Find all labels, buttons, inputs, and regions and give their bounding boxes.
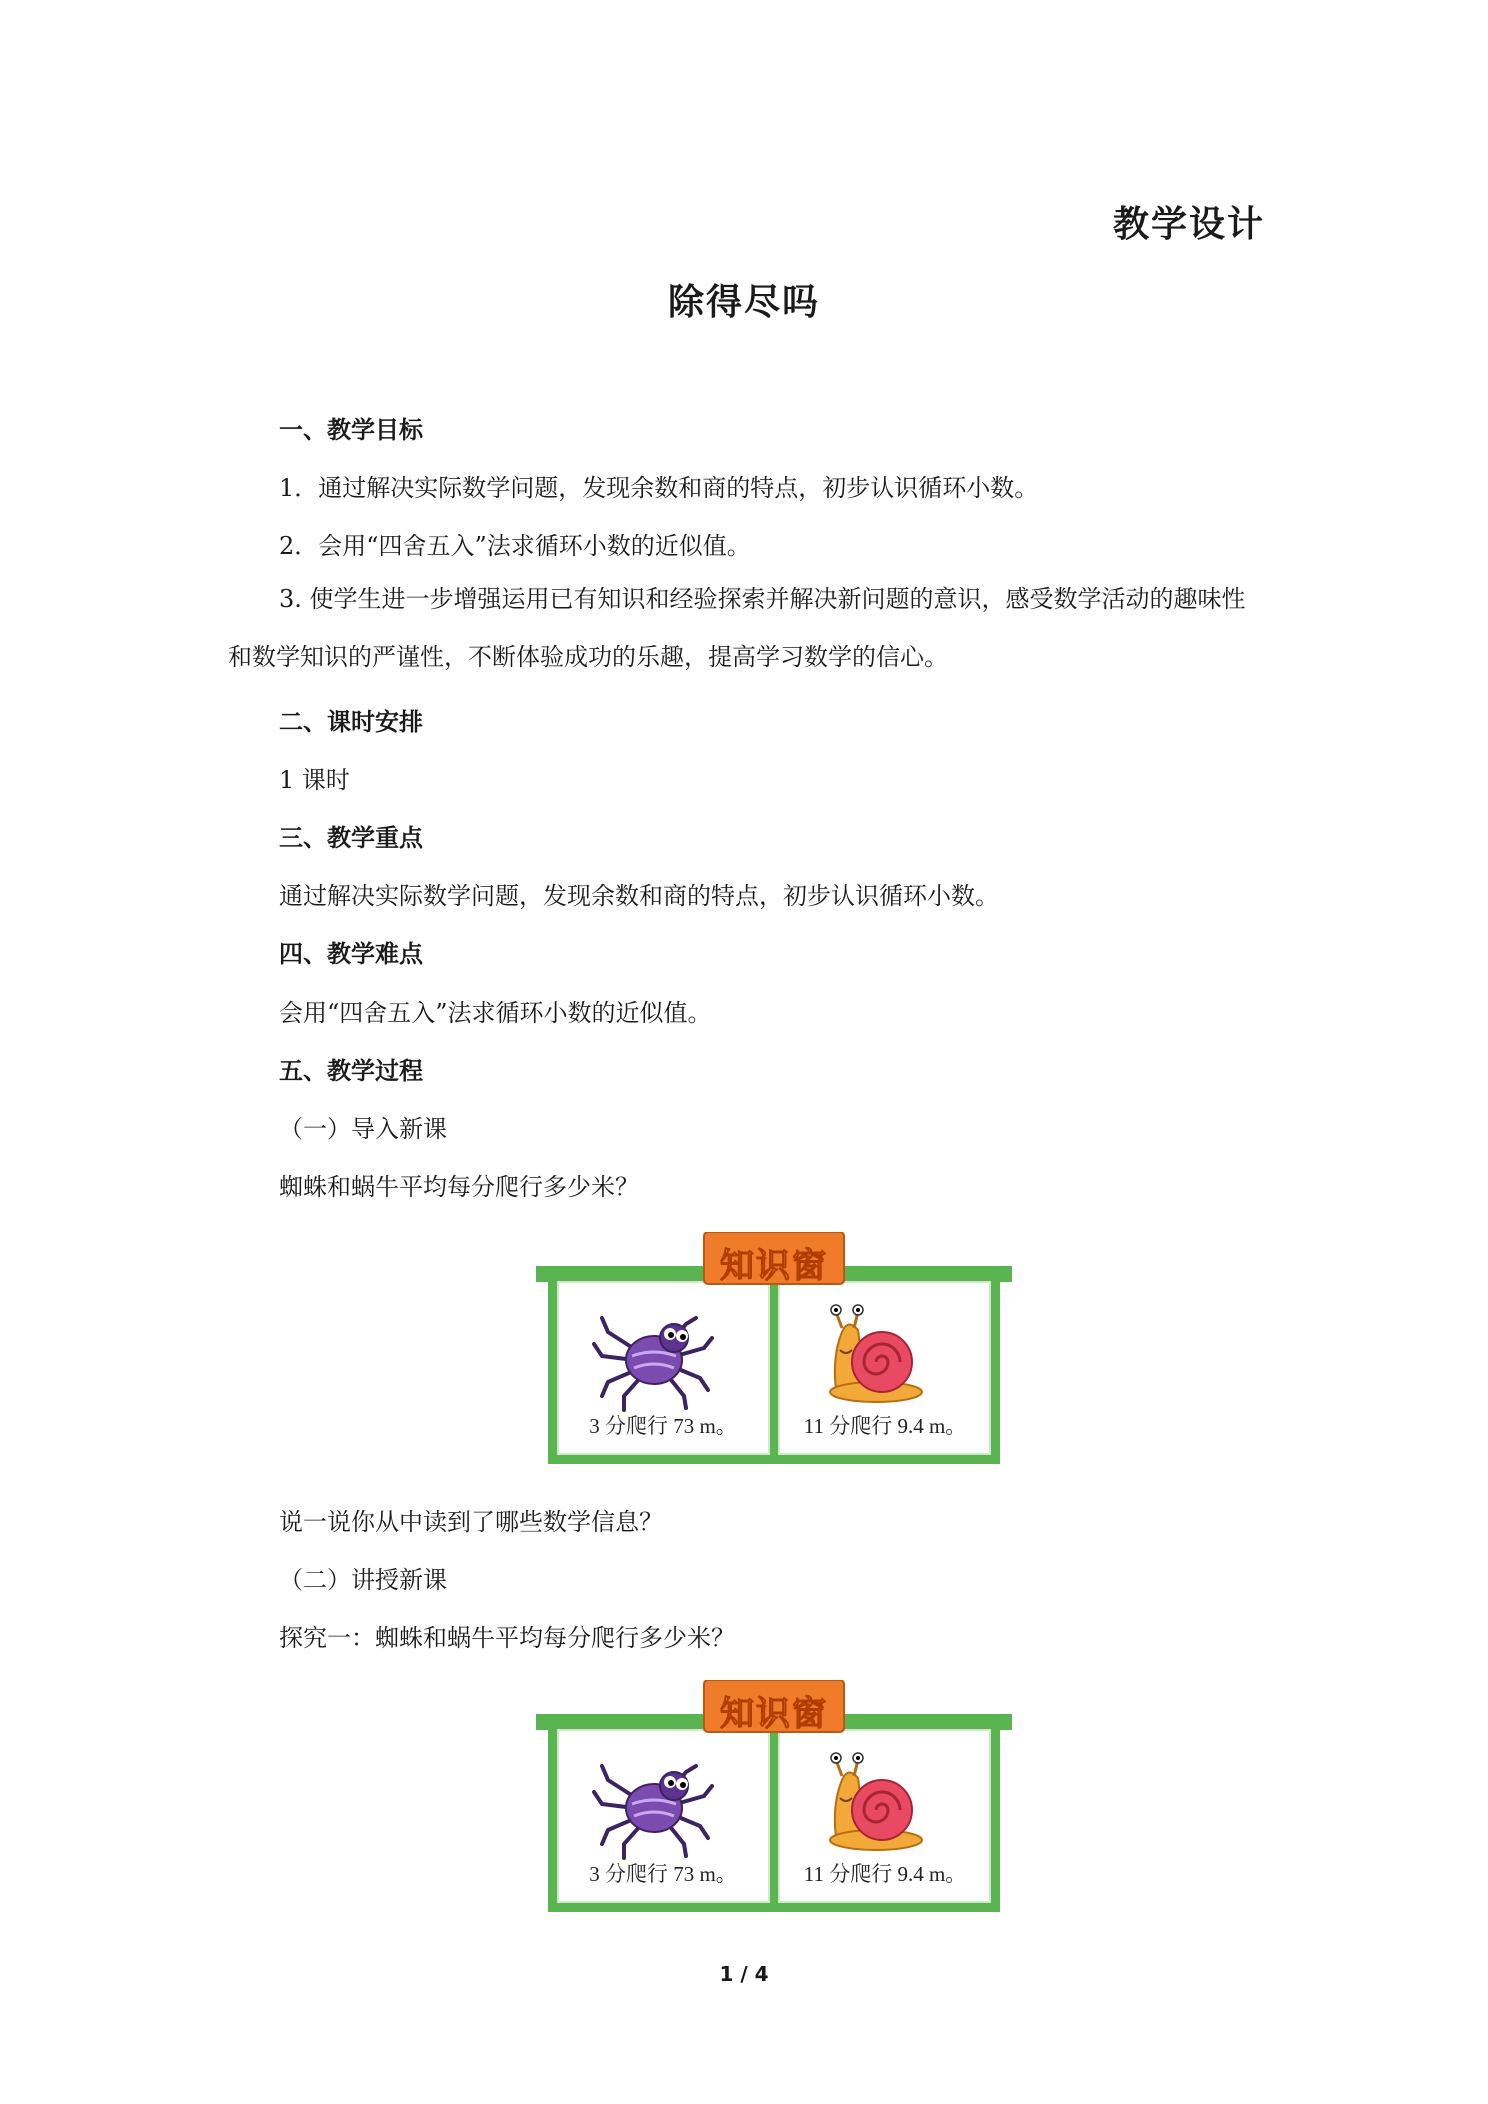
section-heading-objectives: 一、教学目标 [279, 416, 423, 444]
subsection-new-lesson: （二）讲授新课 [279, 1566, 447, 1594]
difficulty-text: 会用“四舍五入”法求循环小数的近似值。 [279, 999, 712, 1027]
subsection-intro: （一）导入新课 [279, 1115, 447, 1143]
objective-1: 1．通过解决实际数学问题，发现余数和商的特点，初步认识循环小数。 [279, 474, 1039, 502]
objective-3: 3. 使学生进一步增强运用已有知识和经验探索并解决新问题的意识，感受数学活动的趣味性和数学知识的严谨性，不断体验成功的乐趣，提高学习数学的信心。 [228, 585, 1246, 671]
objective-2: 2．会用“四舍五入”法求循环小数的近似值。 [279, 532, 751, 560]
explore-question: 探究一：蜘蛛和蜗牛平均每分爬行多少米？ [279, 1624, 735, 1652]
spider-label: 3 分爬行 73 m。 [589, 1414, 737, 1438]
intro-question: 蜘蛛和蜗牛平均每分爬行多少米？ [279, 1173, 639, 1201]
spider-label: 3 分爬行 73 m。 [589, 1862, 737, 1886]
document-type: 教学设计 [1112, 204, 1265, 245]
section-heading-difficulty: 四、教学难点 [279, 940, 423, 968]
knowledge-window-figure-1 [536, 1232, 1012, 1470]
section-heading-key-point: 三、教学重点 [279, 824, 423, 852]
info-question: 说一说你从中读到了哪些数学信息？ [279, 1508, 663, 1536]
knowledge-window-title: 知识窗 [720, 1246, 828, 1286]
snail-label: 11 分爬行 9.4 m。 [803, 1862, 967, 1886]
knowledge-window-figure-2 [536, 1680, 1012, 1918]
page-number: 1 / 4 [719, 1962, 769, 1986]
document-title: 除得尽吗 [667, 282, 820, 323]
key-point-text: 通过解决实际数学问题，发现余数和商的特点，初步认识循环小数。 [279, 882, 999, 910]
snail-label: 11 分爬行 9.4 m。 [803, 1414, 967, 1438]
section-heading-schedule: 二、课时安排 [279, 708, 423, 736]
schedule-text: 1 课时 [279, 766, 350, 794]
knowledge-window-title: 知识窗 [720, 1694, 828, 1734]
section-heading-process: 五、教学过程 [279, 1057, 423, 1085]
